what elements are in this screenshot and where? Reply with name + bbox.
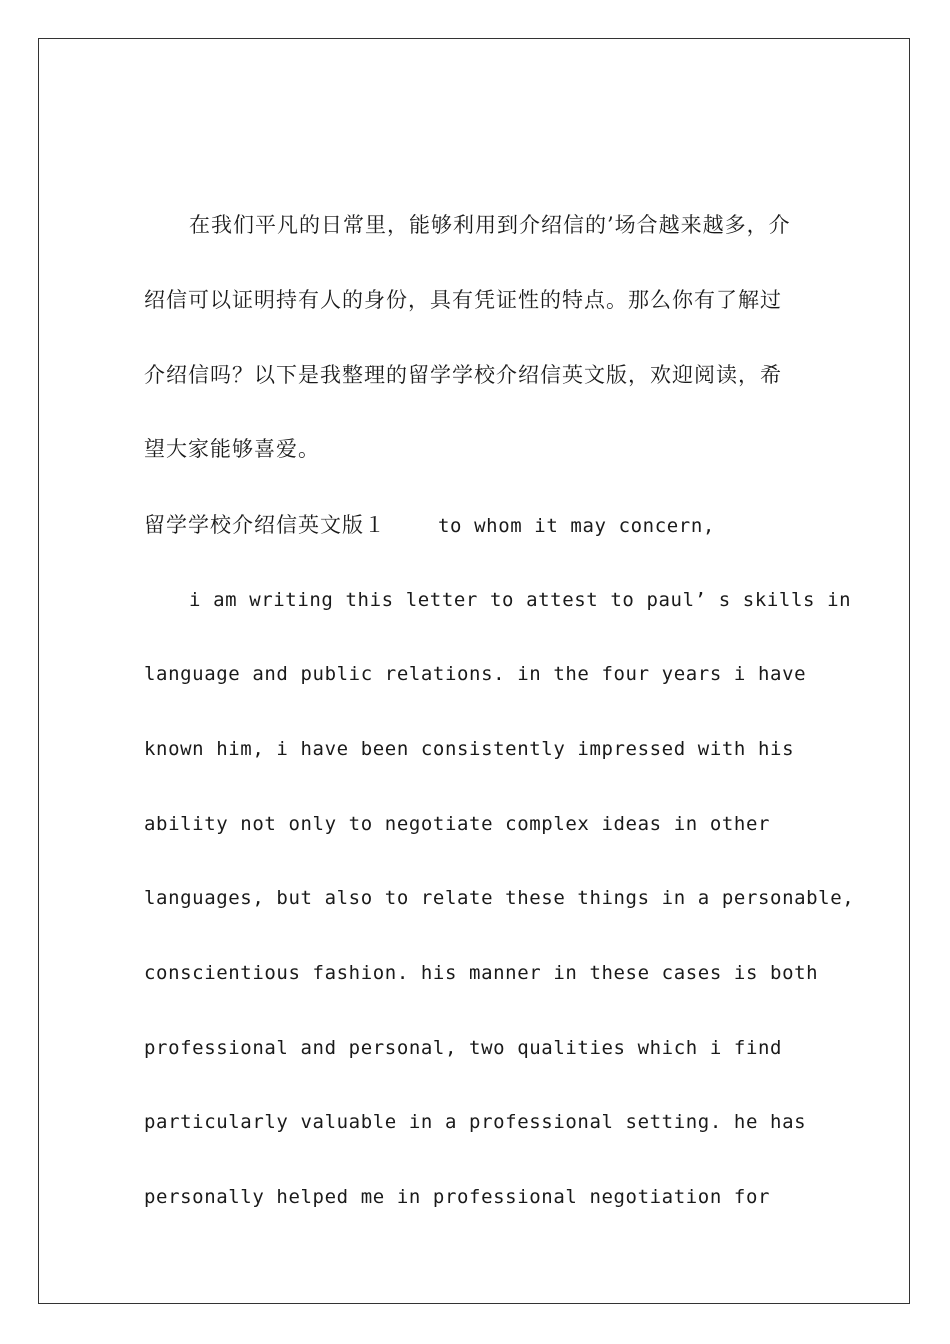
letter-line-2: language and public relations. in the four years i have [144, 663, 807, 685]
letter-line-9: personally helped me in professional negotiation for [144, 1186, 771, 1208]
intro-line-3: 介绍信吗？以下是我整理的留学学校介绍信英文版，欢迎阅读，希 [144, 363, 782, 387]
letter-line-4: ability not only to negotiate complex ideas in other [144, 813, 771, 835]
section-heading: 留学学校介绍信英文版１ [144, 513, 386, 537]
letter-line-7: professional and personal, two qualities which i find [144, 1037, 783, 1059]
section-heading-row [144, 511, 715, 540]
salutation: to whom it may concern, [438, 515, 715, 537]
intro-line-1: 在我们平凡的日常里，能够利用到介绍信的’场合越来越多，介 [189, 213, 791, 237]
letter-line-1: i am writing this letter to attest to paul’ s skills in [189, 589, 852, 611]
intro-line-2: 绍信可以证明持有人的身份，具有凭证性的特点。那么你有了解过 [144, 288, 782, 312]
intro-line-4: 望大家能够喜爱。 [144, 437, 320, 461]
letter-line-3: known him, i have been consistently impressed with his [144, 738, 795, 760]
letter-line-8: particularly valuable in a professional setting. he has [144, 1111, 807, 1133]
letter-line-5: languages, but also to relate these things in a personable, [144, 887, 855, 909]
letter-line-6: conscientious fashion. his manner in these cases is both [144, 962, 819, 984]
